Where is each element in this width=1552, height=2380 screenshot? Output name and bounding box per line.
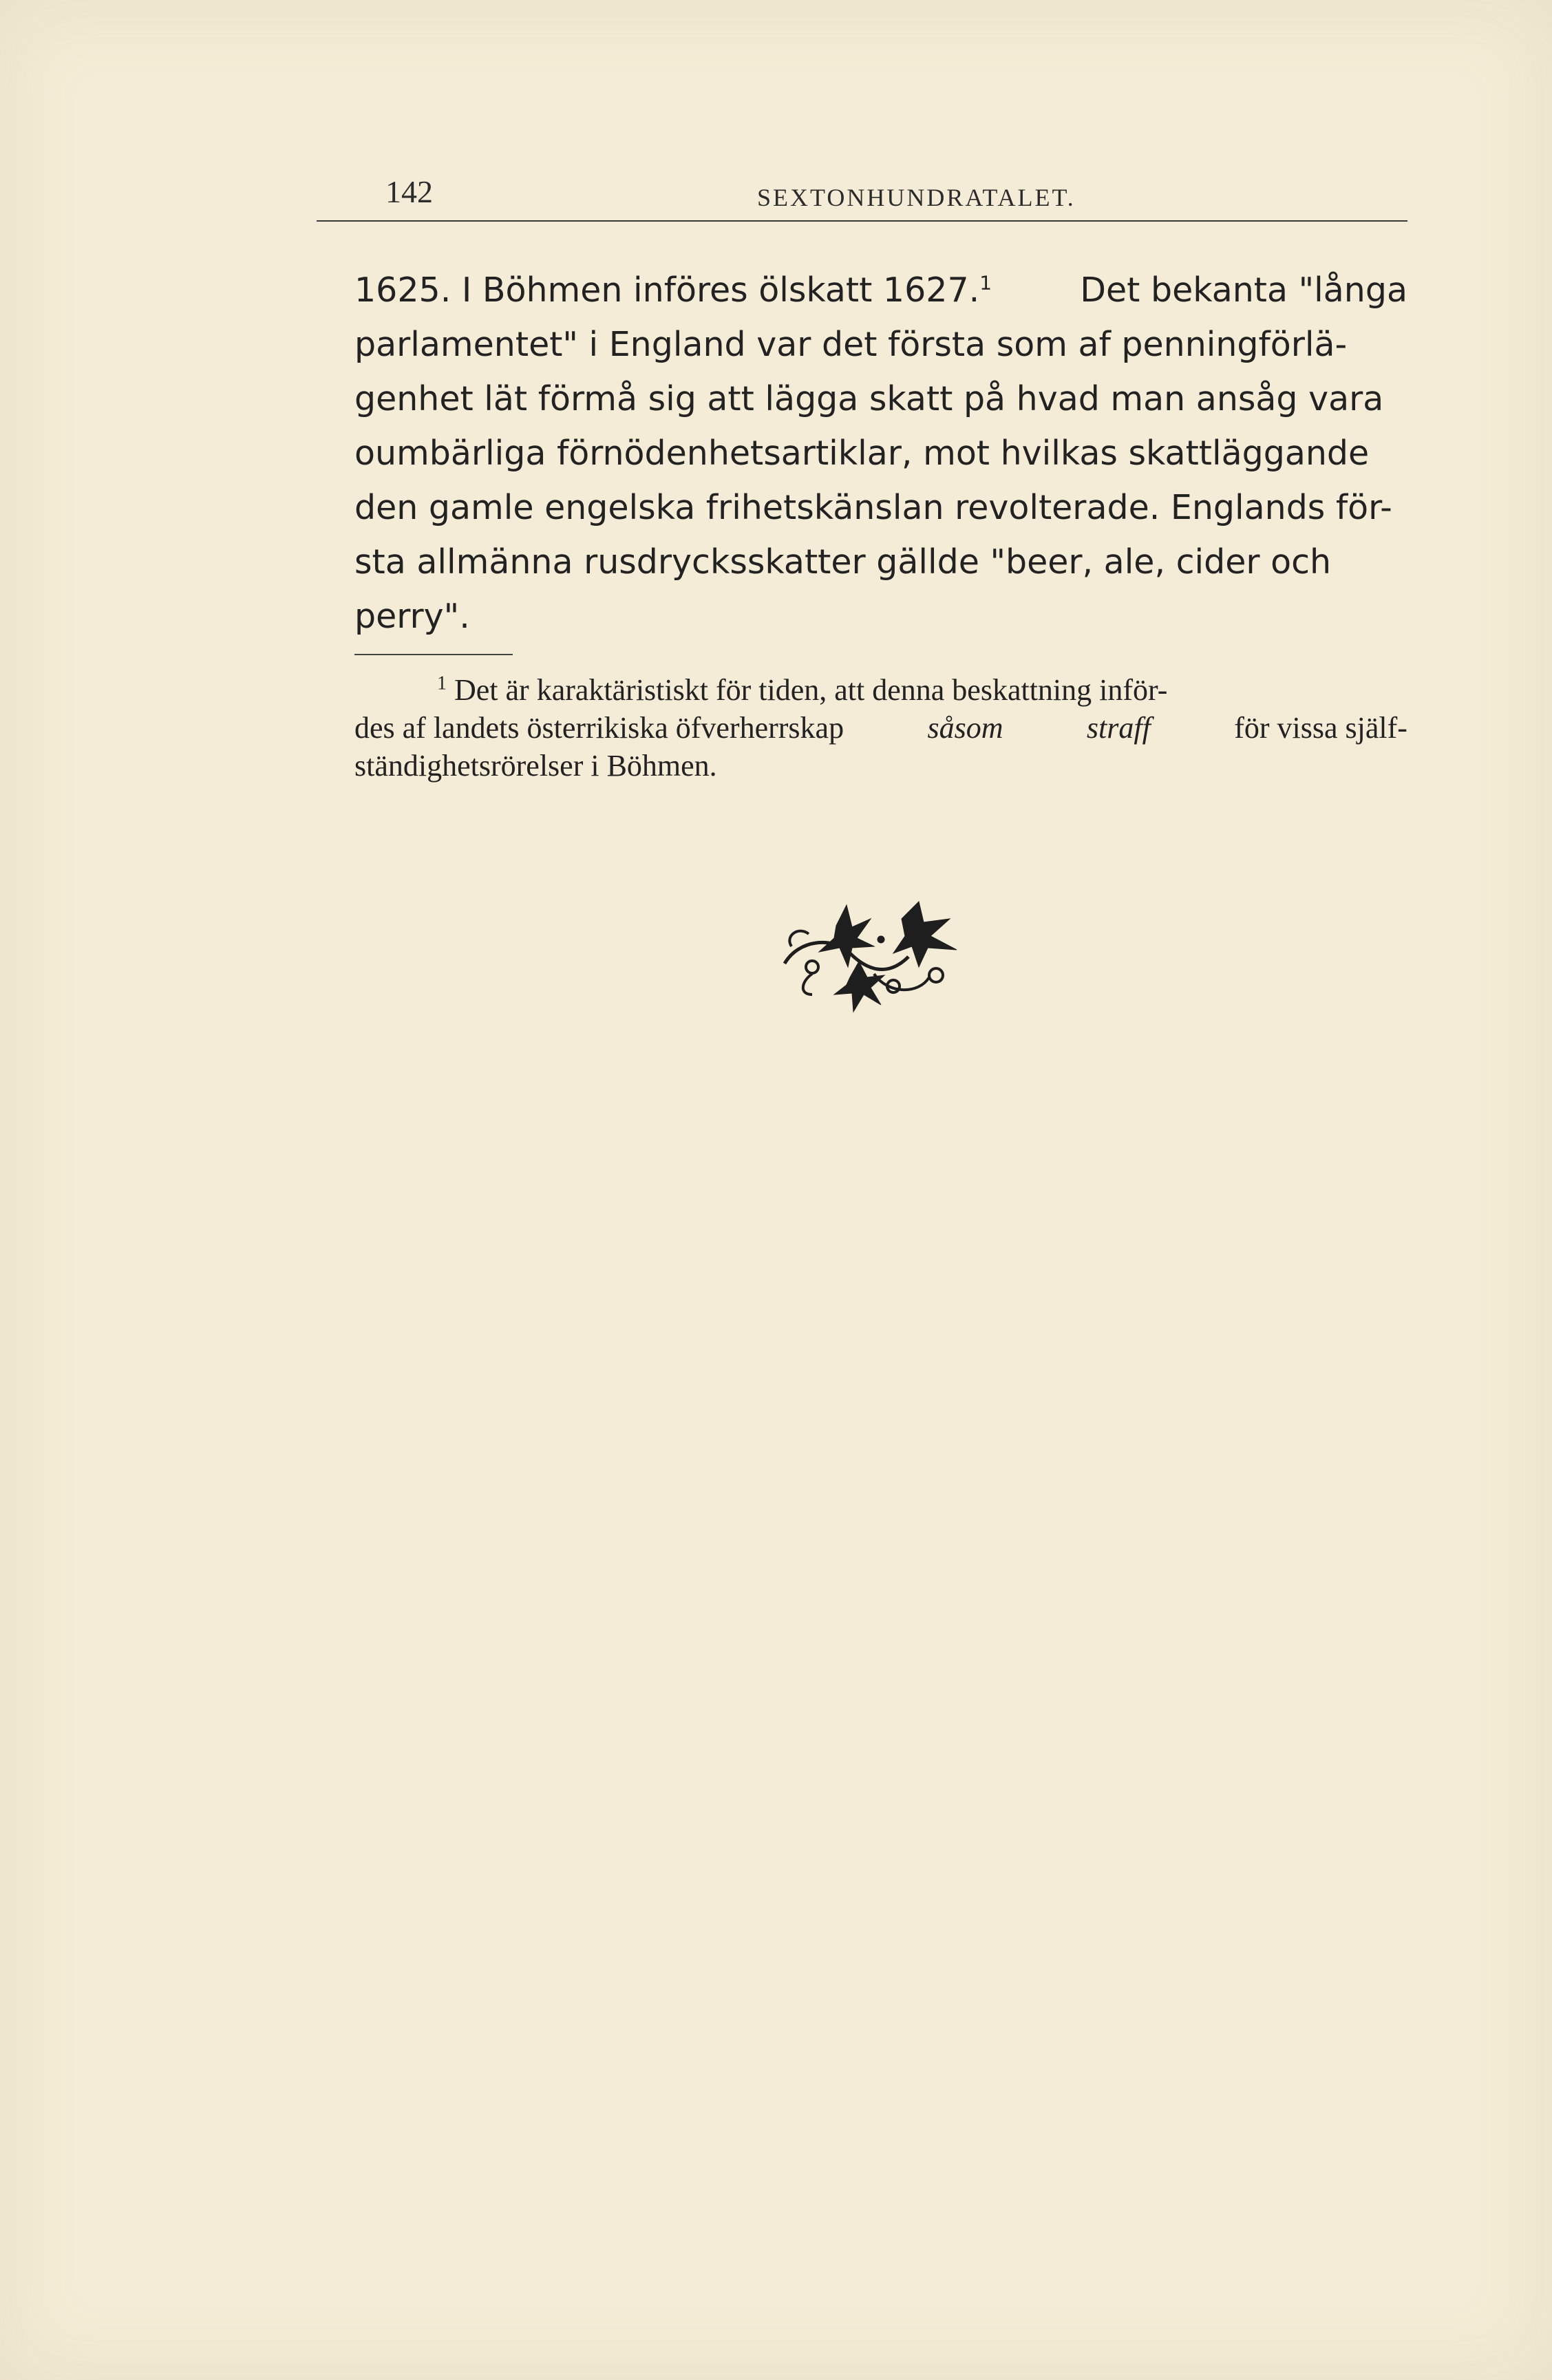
text-segment: genhet lät förmå sig att lägga skatt på hvad man ansåg vara: [354, 379, 1384, 418]
text-segment: den gamle engelska frihetskänslan revolterade. Englands för-: [354, 488, 1392, 527]
text-segment: parlamentet" i England var det första som af penningförlä-: [354, 325, 1348, 364]
page-header: [317, 172, 1407, 222]
footnote-text: ständighetsrörelser i Böhmen.: [354, 749, 717, 783]
text-line: [354, 263, 1407, 317]
footnote-divider: [354, 654, 513, 655]
body-paragraph: [354, 263, 1407, 644]
floral-vine-ornament-icon: [771, 898, 977, 1015]
text-line: [354, 317, 1407, 372]
text-line: [354, 535, 1407, 589]
footnote-reference: 1: [979, 271, 992, 295]
footnote-marker: 1: [437, 672, 447, 694]
running-head: SEXTONHUNDRATALET.: [757, 184, 1076, 211]
footnote: [354, 671, 1407, 785]
page-number: 142: [385, 174, 433, 209]
text-segment: oumbärliga förnödenhetsartiklar, mot hvilkas skattläggande: [354, 434, 1370, 473]
text-line: [354, 589, 1407, 644]
footnote-italic: såsom: [927, 711, 1003, 745]
footnote-line: [354, 747, 1407, 785]
text-segment: sta allmänna rusdrycksskatter gällde "beer, ale, cider och: [354, 542, 1332, 582]
footnote-italic: straff: [1086, 711, 1151, 745]
text-segment: 1625. I Böhmen införes ölskatt 1627.: [354, 270, 980, 310]
footnote-line: [354, 709, 1407, 747]
text-line: [354, 480, 1407, 535]
text-line: [354, 426, 1407, 480]
footnote-text: des af landets österrikiska öfverherrskap: [354, 711, 844, 745]
footnote-text: för vissa själf-: [1234, 711, 1407, 745]
text-segment: Det bekanta "långa: [1080, 270, 1407, 310]
footnote-text: Det är karaktäristiskt för tiden, att denna beskattning inför-: [454, 673, 1168, 707]
footnote-line: [354, 671, 1407, 709]
text-segment: perry".: [354, 597, 470, 636]
text-line: [354, 372, 1407, 426]
